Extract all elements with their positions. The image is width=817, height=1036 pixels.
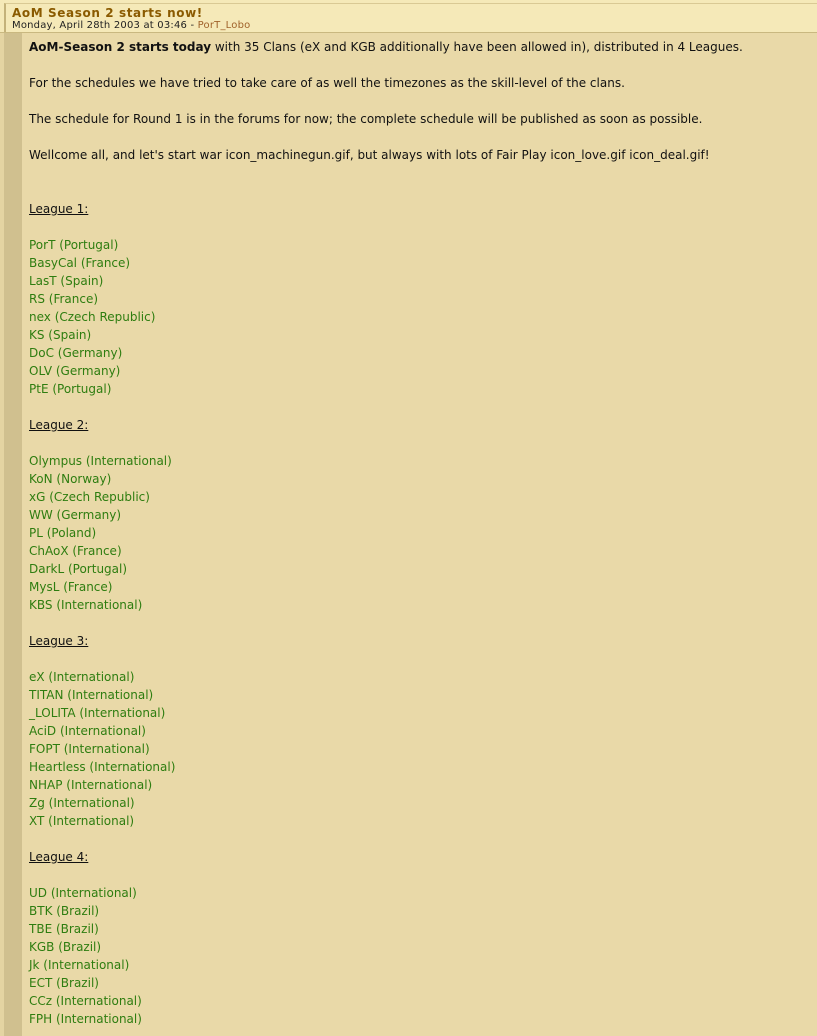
clan-entry[interactable]: TITAN (International)	[29, 688, 154, 702]
clan-entry[interactable]: Jk (International)	[29, 958, 130, 972]
league-section	[29, 416, 809, 632]
clan-entry[interactable]: KBS (International)	[29, 598, 143, 612]
clan-entry[interactable]: Zg (International)	[29, 796, 135, 810]
clan-entry[interactable]: nex (Czech Republic)	[29, 310, 156, 324]
league-heading: League 2:	[29, 418, 89, 432]
post-header	[0, 0, 817, 33]
clan-entry[interactable]: PL (Poland)	[29, 526, 97, 540]
intro-paragraph	[29, 38, 809, 56]
clan-entry[interactable]: LasT (Spain)	[29, 274, 104, 288]
league-section	[29, 200, 809, 416]
clan-entry[interactable]: MysL (France)	[29, 580, 113, 594]
post-date: Monday, April 28th 2003 at 03:46 -	[12, 20, 198, 31]
clan-entry[interactable]: AciD (International)	[29, 724, 146, 738]
clan-entry[interactable]: NHAP (International)	[29, 778, 153, 792]
clan-entry[interactable]: FOPT (International)	[29, 742, 150, 756]
clan-entry[interactable]: RS (France)	[29, 292, 99, 306]
clan-entry[interactable]: UD (International)	[29, 886, 137, 900]
league-heading: League 1:	[29, 202, 89, 216]
league-heading: League 4:	[29, 850, 89, 864]
welcome-note: Wellcome all, and let's start war icon_machinegun.gif, but always with lots of Fair Play icon_love.gif icon_deal.gif!	[29, 148, 710, 162]
clan-entry[interactable]: eX (International)	[29, 670, 135, 684]
clan-entry[interactable]: DoC (Germany)	[29, 346, 123, 360]
intro-bold: AoM-Season 2 starts today	[29, 40, 212, 54]
clan-entry[interactable]: Olympus (International)	[29, 454, 172, 468]
clan-entry[interactable]: FPH (International)	[29, 1012, 142, 1026]
clan-entry[interactable]: DarkL (Portugal)	[29, 562, 128, 576]
league-list	[29, 200, 809, 1028]
clan-entry[interactable]: PtE (Portugal)	[29, 382, 112, 396]
post-meta	[12, 20, 250, 31]
clan-entry[interactable]: PorT (Portugal)	[29, 238, 119, 252]
league-section	[29, 632, 809, 848]
clan-entry[interactable]: XT (International)	[29, 814, 135, 828]
schedule-note: For the schedules we have tried to take care of as well the timezones as the skill-level of the clans.	[29, 76, 625, 90]
post-author-link[interactable]: PorT_Lobo	[197, 20, 251, 31]
clan-entry[interactable]: Heartless (International)	[29, 760, 176, 774]
post-title[interactable]: AoM Season 2 starts now!	[12, 6, 203, 20]
post-body	[29, 38, 809, 1028]
clan-entry[interactable]: xG (Czech Republic)	[29, 490, 150, 504]
clan-entry[interactable]: _LOLITA (International)	[29, 706, 166, 720]
clan-entry[interactable]: TBE (Brazil)	[29, 922, 99, 936]
left-margin-bar	[0, 33, 22, 1036]
league-heading: League 3:	[29, 634, 89, 648]
clan-entry[interactable]: OLV (Germany)	[29, 364, 121, 378]
clan-entry[interactable]: KS (Spain)	[29, 328, 92, 342]
clan-entry[interactable]: CCz (International)	[29, 994, 142, 1008]
league-section	[29, 848, 809, 1028]
clan-entry[interactable]: BasyCal (France)	[29, 256, 131, 270]
left-margin-highlight	[0, 33, 4, 1036]
clan-entry[interactable]: BTK (Brazil)	[29, 904, 100, 918]
clan-entry[interactable]: KoN (Norway)	[29, 472, 112, 486]
clan-entry[interactable]: ChAoX (France)	[29, 544, 122, 558]
intro-rest: with 35 Clans (eX and KGB additionally have been allowed in), distributed in 4 Leagues.	[211, 40, 743, 54]
round1-note: The schedule for Round 1 is in the forums for now; the complete schedule will be published as soon as possible.	[29, 112, 703, 126]
clan-entry[interactable]: WW (Germany)	[29, 508, 122, 522]
clan-entry[interactable]: KGB (Brazil)	[29, 940, 102, 954]
clan-entry[interactable]: ECT (Brazil)	[29, 976, 99, 990]
